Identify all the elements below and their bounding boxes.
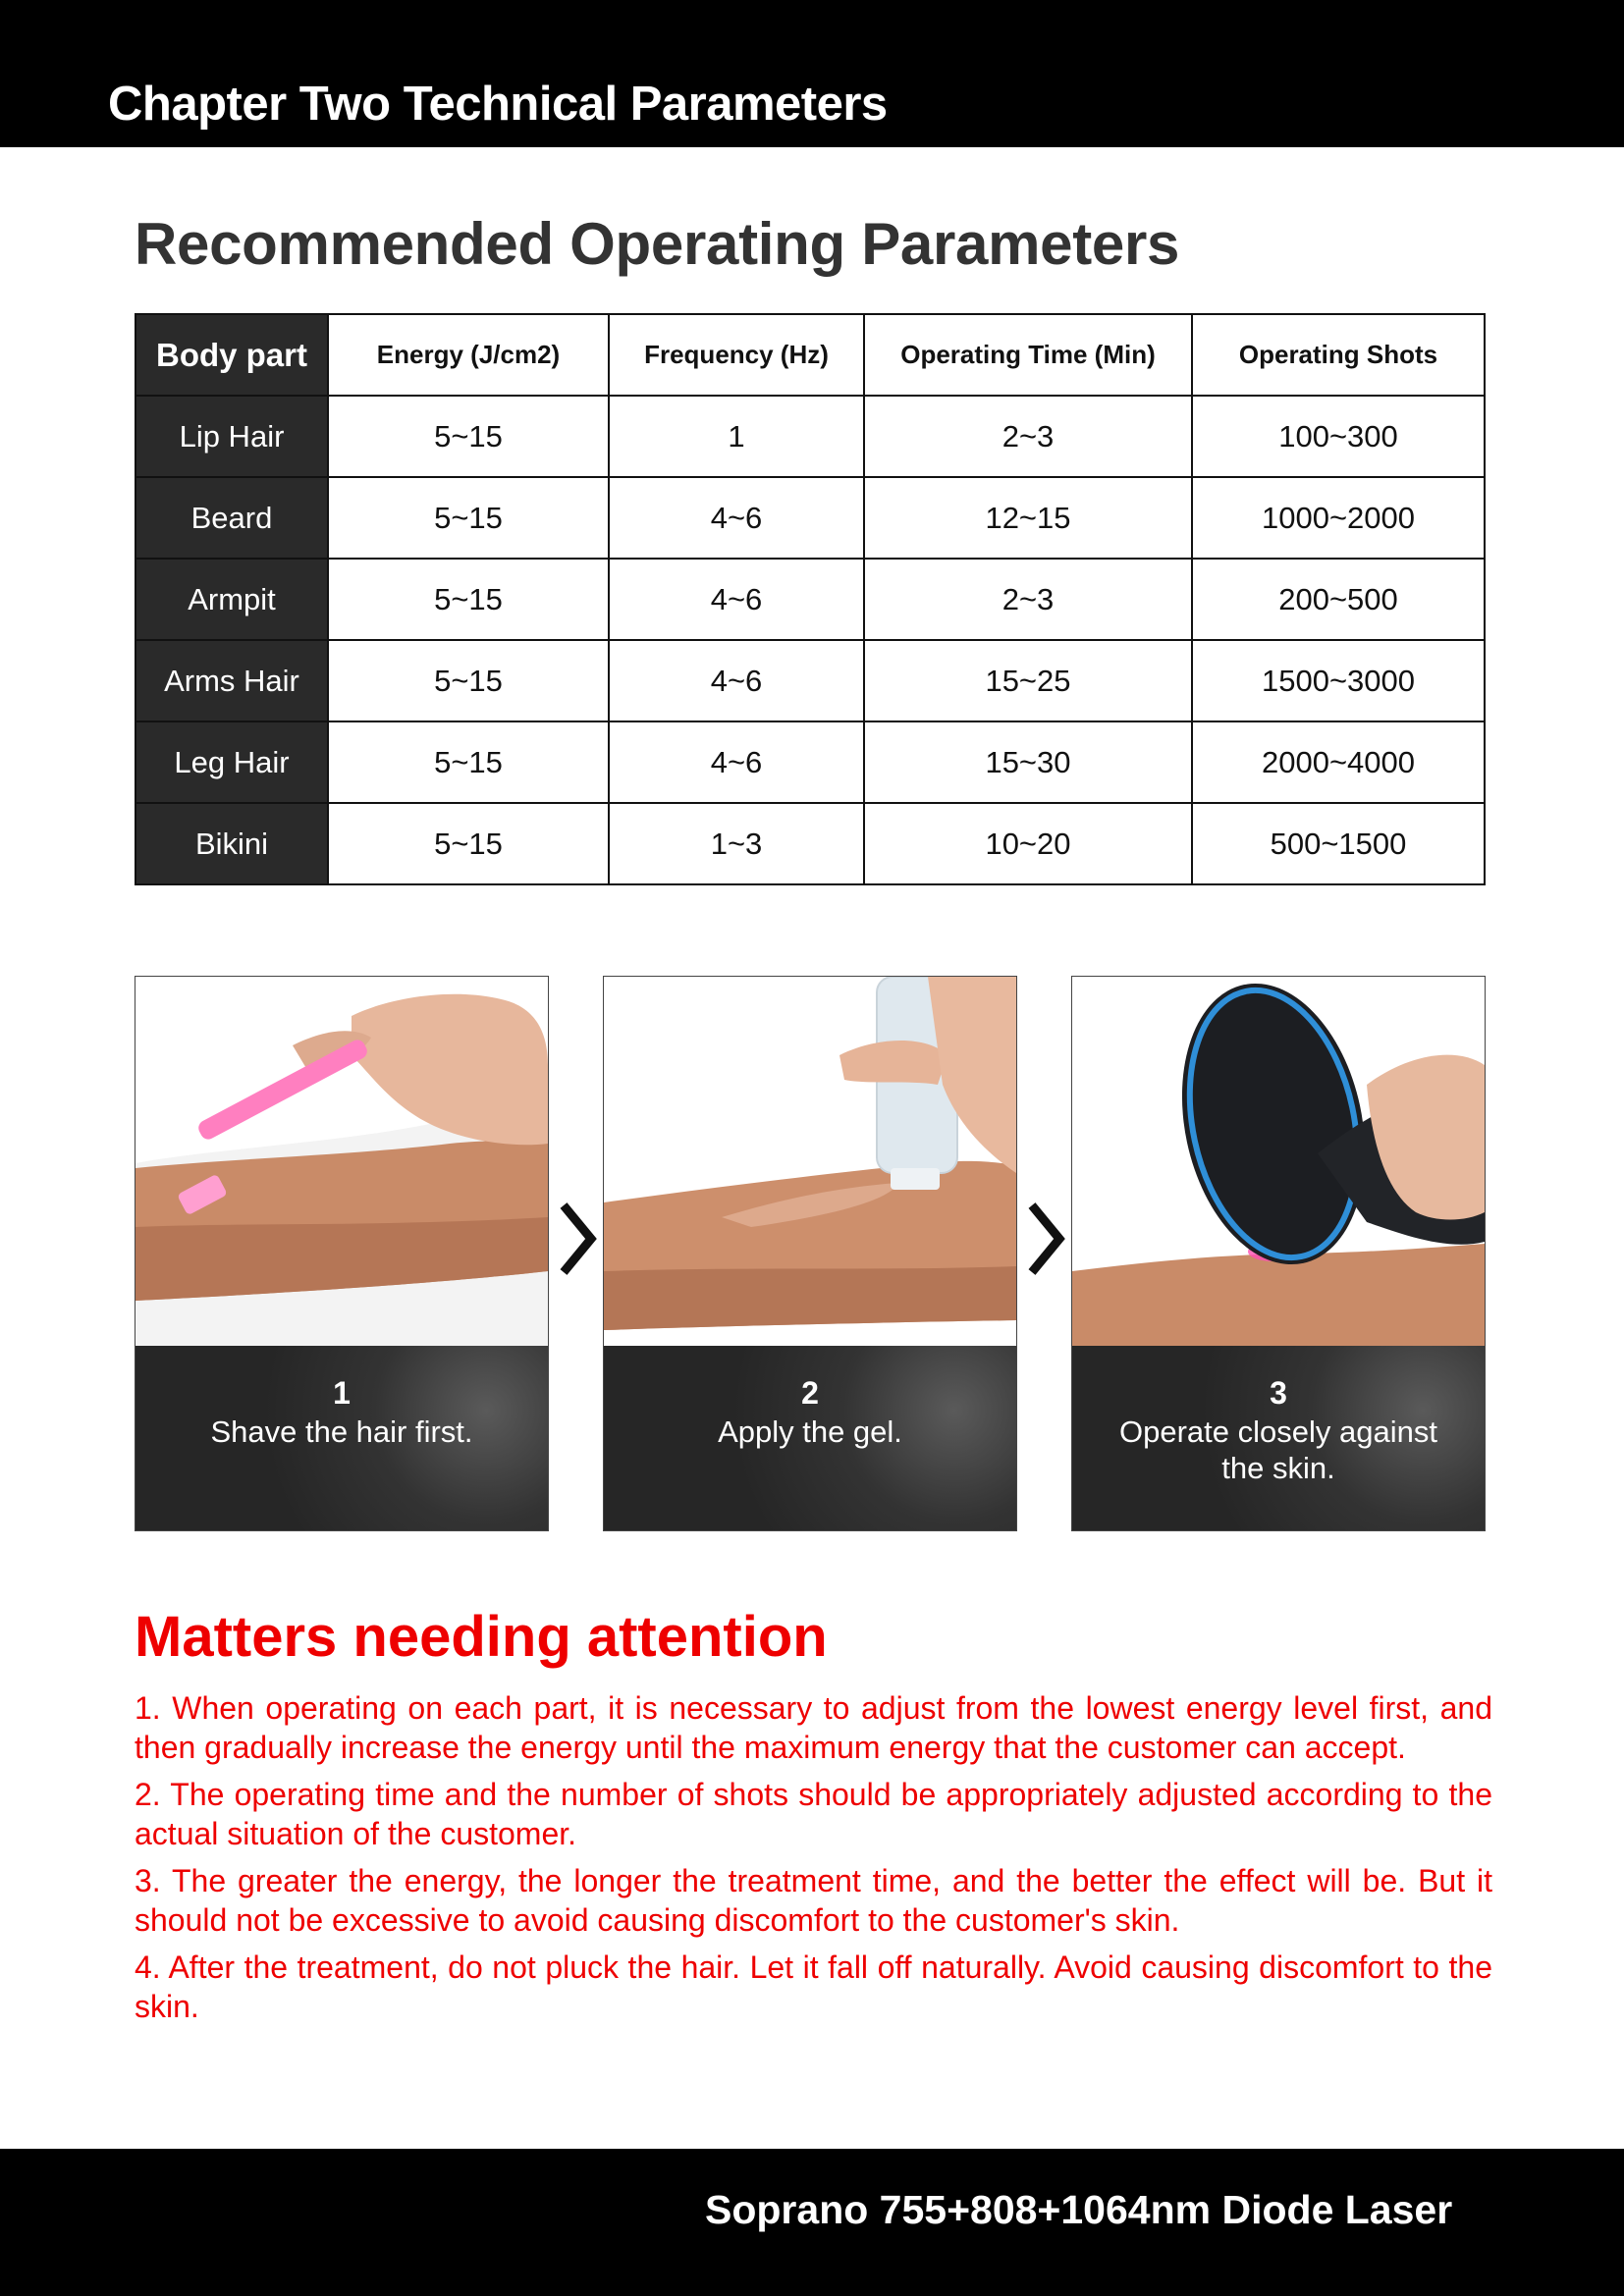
table-cell: 15~25 (864, 640, 1192, 721)
row-label: Beard (135, 477, 328, 559)
table-cell: 100~300 (1192, 396, 1485, 477)
header-operating-shots: Operating Shots (1192, 314, 1485, 396)
table-cell: 2~3 (864, 559, 1192, 640)
table-row (135, 640, 1485, 721)
step-text: Shave the hair first. (210, 1415, 473, 1449)
table-cell: 4~6 (609, 559, 864, 640)
chevron-right-icon (1026, 1200, 1065, 1278)
step-caption (604, 1346, 1016, 1530)
table-cell: 10~20 (864, 803, 1192, 884)
table-cell: 2~3 (864, 396, 1192, 477)
table-cell: 5~15 (328, 559, 609, 640)
table-cell: 5~15 (328, 396, 609, 477)
row-label: Leg Hair (135, 721, 328, 803)
table-row (135, 559, 1485, 640)
step-number: 1 (333, 1375, 351, 1411)
header-energy: Energy (J/cm2) (328, 314, 609, 396)
table-cell: 5~15 (328, 640, 609, 721)
table-cell: 12~15 (864, 477, 1192, 559)
attention-list (135, 1688, 1492, 2034)
row-label: Bikini (135, 803, 328, 884)
table-cell: 5~15 (328, 721, 609, 803)
row-label: Arms Hair (135, 640, 328, 721)
table-cell: 1500~3000 (1192, 640, 1485, 721)
attention-item: 3. The greater the energy, the longer the treatment time, and the better the effect will be. But it should not be excessive to avoid causing discomfort to the customer's skin. (135, 1863, 1492, 1938)
table-cell: 5~15 (328, 477, 609, 559)
table-header-row (135, 314, 1485, 396)
attention-item: 1. When operating on each part, it is necessary to adjust from the lowest energy level first, and then gradually increase the energy until the maximum energy that the customer can accept. (135, 1690, 1492, 1765)
gel-photo (604, 977, 1016, 1346)
table-cell: 1~3 (609, 803, 864, 884)
header-body-part: Body part (135, 314, 328, 396)
table-row (135, 396, 1485, 477)
product-name: Soprano 755+808+1064nm Diode Laser (705, 2187, 1453, 2232)
row-label: Armpit (135, 559, 328, 640)
step-text: Operate closely against the skin. (1119, 1415, 1437, 1485)
table-cell: 4~6 (609, 640, 864, 721)
header-operating-time: Operating Time (Min) (864, 314, 1192, 396)
header-frequency: Frequency (Hz) (609, 314, 864, 396)
table-row (135, 721, 1485, 803)
table-cell: 1 (609, 396, 864, 477)
chapter-title: Chapter Two Technical Parameters (108, 78, 888, 131)
step-number: 3 (1270, 1375, 1287, 1411)
table-row (135, 477, 1485, 559)
table-row (135, 803, 1485, 884)
table-cell: 15~30 (864, 721, 1192, 803)
table-cell: 4~6 (609, 721, 864, 803)
parameters-table (135, 313, 1486, 885)
table-cell: 5~15 (328, 803, 609, 884)
table-cell: 4~6 (609, 477, 864, 559)
table-cell: 1000~2000 (1192, 477, 1485, 559)
table-cell: 2000~4000 (1192, 721, 1485, 803)
row-label: Lip Hair (135, 396, 328, 477)
step-number: 2 (801, 1375, 819, 1411)
step-card-shave (135, 976, 549, 1531)
step-text: Apply the gel. (718, 1415, 902, 1449)
shaving-photo (135, 977, 548, 1346)
table-cell: 200~500 (1192, 559, 1485, 640)
step-caption (135, 1346, 548, 1530)
table-cell: 500~1500 (1192, 803, 1485, 884)
attention-title: Matters needing attention (135, 1605, 828, 1669)
attention-item: 4. After the treatment, do not pluck the hair. Let it fall off naturally. Avoid causing discomfort to the skin. (135, 1949, 1492, 2024)
chevron-right-icon (558, 1200, 597, 1278)
section-title: Recommended Operating Parameters (135, 211, 1180, 277)
step-caption (1072, 1346, 1485, 1530)
operating-photo (1072, 977, 1485, 1346)
step-card-gel (603, 976, 1017, 1531)
step-card-operate (1071, 976, 1486, 1531)
attention-item: 2. The operating time and the number of shots should be appropriately adjusted according to the actual situation of the customer. (135, 1777, 1492, 1851)
